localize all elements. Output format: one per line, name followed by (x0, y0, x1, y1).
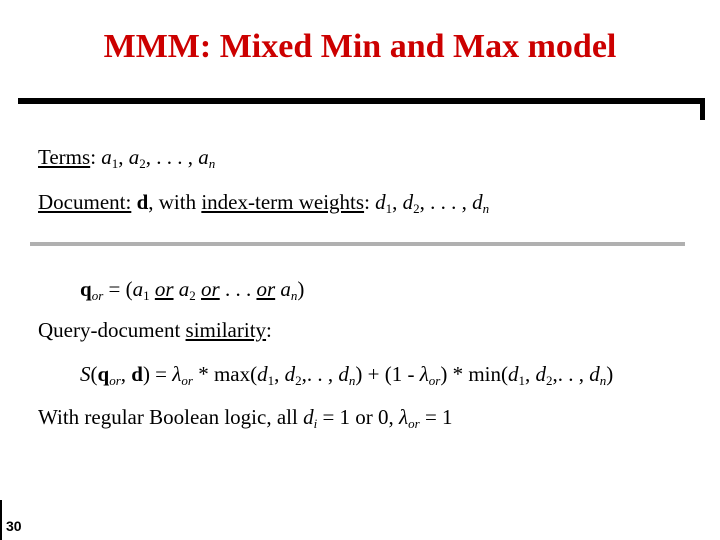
similarity-formula: $S(q_{or}$, $d) = \lambda_{or} * \max(d_1$, $d_2$,. . , $d_n) + (1 - \lambda_{or}) * \min(d_1$, $d_2$,. . , $d_n$) (80, 362, 614, 388)
title-rule (18, 98, 702, 104)
page-number: 30 (6, 518, 22, 534)
title-rule-tick (700, 98, 705, 120)
terms-line: Terms: $a_1$, $a_2$, . . . , $a_n$ (38, 145, 216, 171)
slide-title: MMM: Mixed Min and Max model (103, 28, 617, 65)
section-divider (30, 242, 685, 246)
terms-label: Terms (38, 145, 91, 169)
query-or-line: $q_{or} = (a_1$ or $a_2$ or . . . or $a_n$) (80, 277, 305, 303)
document-label: Document: (38, 190, 132, 214)
boolean-logic-line: With regular Boolean logic, all $d_i = 1$ or 0, $\lambda_{or} = 1$ (38, 405, 453, 431)
similarity-word: similarity (185, 318, 267, 342)
document-line: Document: d, with index-term weights: $d_1$, $d_2$, . . . , $d_n$ (38, 190, 490, 216)
index-term-weights-label: index-term weights (201, 190, 365, 214)
similarity-line: Query-document similarity: (38, 318, 272, 342)
